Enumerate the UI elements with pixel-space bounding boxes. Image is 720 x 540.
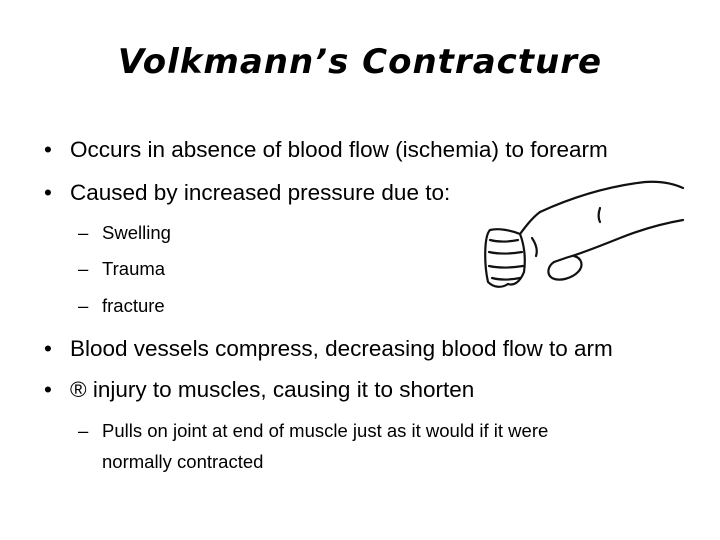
- bullet-text: Occurs in absence of blood flow (ischemia) to forearm: [70, 137, 608, 162]
- bullet-text: Caused by increased pressure due to:: [70, 180, 451, 205]
- bullet-marker: •: [44, 180, 52, 205]
- dash-marker: –: [78, 420, 89, 441]
- sub-bullet-text: Swelling: [102, 222, 171, 243]
- sub-bullet-text-line2: normally contracted: [102, 451, 264, 472]
- slide-title: Volkmann’s Contracture: [117, 42, 603, 82]
- bullet-marker: •: [44, 137, 52, 162]
- dash-marker: –: [78, 295, 89, 316]
- sub-bullet-text-line1: Pulls on joint at end of muscle just as it would if it were: [102, 420, 549, 441]
- contracted-hand-illustration: [480, 178, 685, 298]
- dash-marker: –: [78, 258, 89, 279]
- bullet-text: Blood vessels compress, decreasing blood flow to arm: [70, 336, 613, 361]
- bullet-marker: •: [44, 377, 52, 402]
- bullet-text: ® injury to muscles, causing it to shorten: [70, 377, 475, 402]
- bullet-marker: •: [44, 336, 52, 361]
- dash-marker: –: [78, 222, 89, 243]
- sub-bullet-text: fracture: [102, 295, 165, 316]
- sub-bullet-text: Trauma: [102, 258, 166, 279]
